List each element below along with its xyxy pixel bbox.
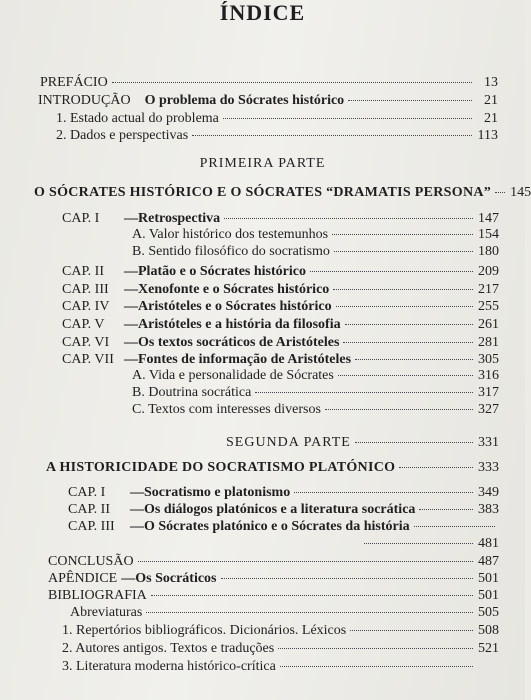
dot-leader — [350, 630, 473, 631]
toc-entry: 2. Dados e perspectivas 113 — [56, 128, 498, 143]
chapter-entry: CAP. VI — Os textos socráticos de Aristóteles 281 — [62, 335, 499, 350]
part-heading-2: SEGUNDA PARTE 331 — [226, 435, 499, 450]
dot-leader — [338, 375, 473, 376]
subsection-entry: A. Vida e personalidade de Sócrates 316 — [132, 368, 499, 383]
dot-leader — [336, 306, 473, 307]
dot-leader — [355, 359, 473, 360]
chapter-entry: CAP. II — Os diálogos platónicos e a literatura socrática 383 — [68, 502, 499, 517]
toc-entry: 2. Autores antigos. Textos e traduções 521 — [62, 641, 499, 656]
dot-leader — [221, 578, 474, 579]
page-number-continuation: 481 — [360, 535, 499, 552]
dot-leader — [348, 100, 472, 101]
index-title: ÍNDICE — [219, 0, 306, 25]
dot-leader — [355, 442, 473, 443]
chapter-entry: CAP. III — Xenofonte e o Sócrates histórico 217 — [62, 282, 499, 297]
subsection-entry: C. Textos com interesses diversos 327 — [132, 402, 499, 417]
toc-entry-prefacio: PREFÁCIO 13 — [40, 75, 498, 90]
dot-leader — [310, 271, 473, 272]
dot-leader — [325, 409, 473, 410]
dot-leader — [399, 467, 473, 468]
subsection-entry: A. Valor histórico dos testemunhos 154 — [132, 227, 499, 242]
dot-leader — [138, 561, 473, 562]
subsection-entry: B. Doutrina socrática 317 — [132, 385, 499, 400]
toc-entry-conclusao: CONCLUSÃO 487 — [48, 554, 499, 569]
dot-leader — [224, 218, 473, 219]
dot-leader — [278, 648, 473, 649]
dot-leader — [223, 118, 472, 119]
toc-entry-introducao: INTRODUÇÃO O problema do Sócrates histórico 21 — [38, 93, 498, 108]
dot-leader — [495, 192, 505, 193]
dot-leader — [419, 509, 473, 510]
toc-entry: Abreviaturas 505 — [70, 605, 499, 620]
dot-leader — [414, 526, 495, 527]
toc-entry-apendice: APÊNDICE — Os Socráticos 501 — [48, 571, 499, 586]
part-heading-1: PRIMEIRA PARTE — [199, 156, 326, 171]
dot-leader — [364, 543, 473, 544]
toc-entry-bibliografia: BIBLIOGRAFIA 501 — [48, 588, 499, 603]
chapter-entry: CAP. VII — Fontes de informação de Aristóteles 305 — [62, 352, 499, 367]
dot-leader — [280, 666, 473, 667]
dot-leader — [112, 82, 472, 83]
dot-leader — [332, 234, 473, 235]
dot-leader — [294, 492, 473, 493]
dot-leader — [146, 612, 473, 613]
chapter-entry: CAP. V — Aristóteles e a história da filosofia 261 — [62, 317, 499, 332]
subsection-entry: B. Sentido filosófico do socratismo 180 — [132, 244, 499, 259]
dot-leader — [151, 595, 473, 596]
toc-entry: 1. Repertórios bibliográficos. Dicionários. Léxicos 508 — [62, 623, 499, 638]
chapter-entry: CAP. I — Socratismo e platonismo 349 — [68, 485, 499, 500]
dot-leader — [255, 392, 473, 393]
dot-leader — [345, 324, 473, 325]
dot-leader — [192, 135, 472, 136]
chapter-entry: CAP. I — Retrospectiva 147 — [62, 211, 499, 226]
section-heading-1: O SÓCRATES HISTÓRICO E O SÓCRATES “DRAMATIS PERSONA” 145 — [34, 185, 531, 200]
chapter-entry: CAP. III — O Sócrates platónico e o Sócrates da história — [68, 518, 499, 535]
dot-leader — [343, 342, 473, 343]
dot-leader — [334, 251, 473, 252]
chapter-entry: CAP. IV — Aristóteles e o Sócrates histórico 255 — [62, 299, 499, 314]
toc-entry: 3. Literatura moderna histórico-crítica — [62, 658, 499, 675]
toc-entry: 1. Estado actual do problema 21 — [56, 111, 498, 126]
dot-leader — [333, 289, 473, 290]
chapter-entry: CAP. II — Platão e o Sócrates histórico 209 — [62, 264, 499, 279]
section-heading-2: A HISTORICIDADE DO SOCRATISMO PLATÓNICO 333 — [46, 460, 499, 475]
